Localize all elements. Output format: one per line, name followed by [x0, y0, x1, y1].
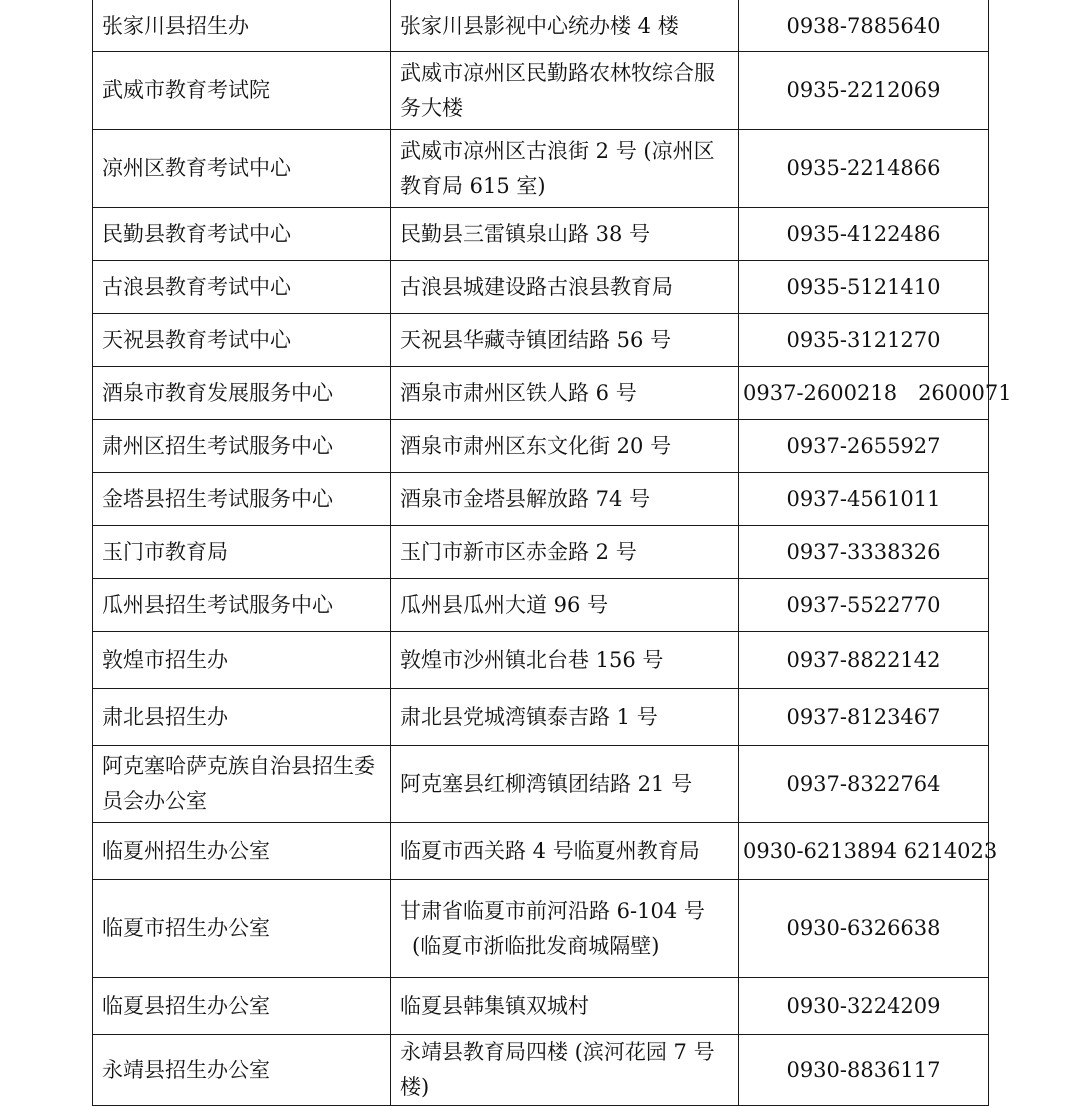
address-cell: 瓜州县瓜州大道 96 号 — [391, 579, 739, 632]
table-row — [93, 420, 989, 473]
table-row — [93, 880, 989, 978]
table-row — [93, 52, 989, 130]
phone-number: 0937-3338326 — [786, 539, 941, 564]
table-row — [93, 746, 989, 823]
address-cell: 民勤县三雷镇泉山路 38 号 — [391, 208, 739, 261]
phone-number: 0937-4561011 — [786, 486, 941, 511]
phone-cell — [739, 880, 989, 978]
table-row — [93, 823, 989, 880]
address-cell: 阿克塞县红柳湾镇团结路 21 号 — [391, 746, 739, 823]
address-cell: 武威市凉州区民勤路农林牧综合服务大楼 — [391, 52, 739, 130]
address-cell: 肃北县党城湾镇泰吉路 1 号 — [391, 689, 739, 746]
phone-cell — [739, 579, 989, 632]
org-cell: 临夏县招生办公室 — [93, 978, 391, 1035]
phone-cell — [739, 314, 989, 367]
org-cell: 临夏州招生办公室 — [93, 823, 391, 880]
table-row — [93, 208, 989, 261]
address-line: 甘肃省临夏市前河沿路 6-104 号 — [400, 898, 705, 923]
phone-number: 0935-2214866 — [786, 156, 941, 180]
table-row — [93, 632, 989, 689]
address-cell: 武威市凉州区古浪街 2 号 (凉州区教育局 615 室) — [391, 130, 739, 208]
phone-number: 0938-7885640 — [786, 13, 941, 38]
address-cell: 临夏县韩集镇双城村 — [391, 978, 739, 1035]
phone-cell — [739, 208, 989, 261]
table-row — [93, 579, 989, 632]
org-cell: 天祝县教育考试中心 — [93, 314, 391, 367]
phone-number: 0930-3224209 — [786, 993, 941, 1018]
org-cell: 玉门市教育局 — [93, 526, 391, 579]
phone-cell — [739, 978, 989, 1035]
table-row — [93, 261, 989, 314]
address-cell: 永靖县教育局四楼 (滨河花园 7 号楼) — [391, 1035, 739, 1106]
org-cell: 肃北县招生办 — [93, 689, 391, 746]
address-cell: 玉门市新市区赤金路 2 号 — [391, 526, 739, 579]
phone-cell — [739, 367, 1012, 420]
table-row — [93, 978, 989, 1035]
org-cell: 武威市教育考试院 — [93, 52, 391, 130]
table-row — [93, 1, 989, 52]
phone-number: 0935-5121410 — [786, 274, 941, 299]
address-cell: 张家川县影视中心统办楼 4 楼 — [391, 1, 739, 52]
phone-cell — [739, 1035, 989, 1106]
address-cell: 敦煌市沙州镇北台巷 156 号 — [391, 632, 739, 689]
org-cell: 阿克塞哈萨克族自治县招生委员会办公室 — [93, 746, 391, 823]
org-cell: 瓜州县招生考试服务中心 — [93, 579, 391, 632]
table-row — [93, 367, 989, 420]
phone-number: 0935-2212069 — [786, 78, 941, 102]
phone-number: 0930-6213894 6214023 — [743, 838, 998, 863]
address-cell: 酒泉市金塔县解放路 74 号 — [391, 473, 739, 526]
address-cell — [391, 880, 739, 978]
phone-number: 0937-8322764 — [786, 771, 941, 796]
table-row — [93, 689, 989, 746]
phone-number: 0937-8123467 — [786, 704, 941, 729]
phone-number: 0937-8822142 — [786, 647, 941, 672]
table-row — [93, 130, 989, 208]
table-row — [93, 314, 989, 367]
table-row — [93, 473, 989, 526]
phone-cell — [739, 473, 989, 526]
org-cell: 肃州区招生考试服务中心 — [93, 420, 391, 473]
address-cell: 临夏市西关路 4 号临夏州教育局 — [391, 823, 739, 880]
address-cell: 天祝县华藏寺镇团结路 56 号 — [391, 314, 739, 367]
org-cell: 古浪县教育考试中心 — [93, 261, 391, 314]
phone-cell — [739, 823, 998, 880]
phone-cell — [739, 420, 989, 473]
org-cell: 酒泉市教育发展服务中心 — [93, 367, 391, 420]
address-cell: 古浪县城建设路古浪县教育局 — [391, 261, 739, 314]
org-cell: 凉州区教育考试中心 — [93, 130, 391, 208]
phone-cell — [739, 1, 989, 52]
address-cell: 酒泉市肃州区东文化街 20 号 — [391, 420, 739, 473]
org-cell: 敦煌市招生办 — [93, 632, 391, 689]
phone-cell — [739, 632, 989, 689]
org-cell: 民勤县教育考试中心 — [93, 208, 391, 261]
phone-number: 0930-8836117 — [786, 1057, 941, 1082]
org-cell: 临夏市招生办公室 — [93, 880, 391, 978]
phone-cell — [739, 746, 989, 823]
table-row — [93, 1035, 989, 1106]
address-line-2: (临夏市浙临批发商城隔壁) — [412, 933, 660, 958]
phone-cell — [739, 689, 989, 746]
address-cell: 酒泉市肃州区铁人路 6 号 — [391, 367, 739, 420]
org-cell: 张家川县招生办 — [93, 1, 391, 52]
phone-cell — [739, 130, 989, 208]
org-cell: 永靖县招生办公室 — [93, 1035, 391, 1106]
phone-number: 0937-5522770 — [786, 592, 941, 617]
phone-number: 0937-2655927 — [786, 433, 941, 458]
contact-table — [92, 0, 1012, 1106]
phone-cell — [739, 261, 989, 314]
phone-number: 0937-2600218 2600071 — [743, 380, 1012, 405]
table-row — [93, 526, 989, 579]
phone-cell — [739, 526, 989, 579]
phone-number: 0935-4122486 — [786, 221, 941, 246]
phone-number: 0935-3121270 — [786, 327, 941, 352]
org-cell: 金塔县招生考试服务中心 — [93, 473, 391, 526]
phone-cell — [739, 52, 989, 130]
phone-number: 0930-6326638 — [786, 916, 941, 940]
